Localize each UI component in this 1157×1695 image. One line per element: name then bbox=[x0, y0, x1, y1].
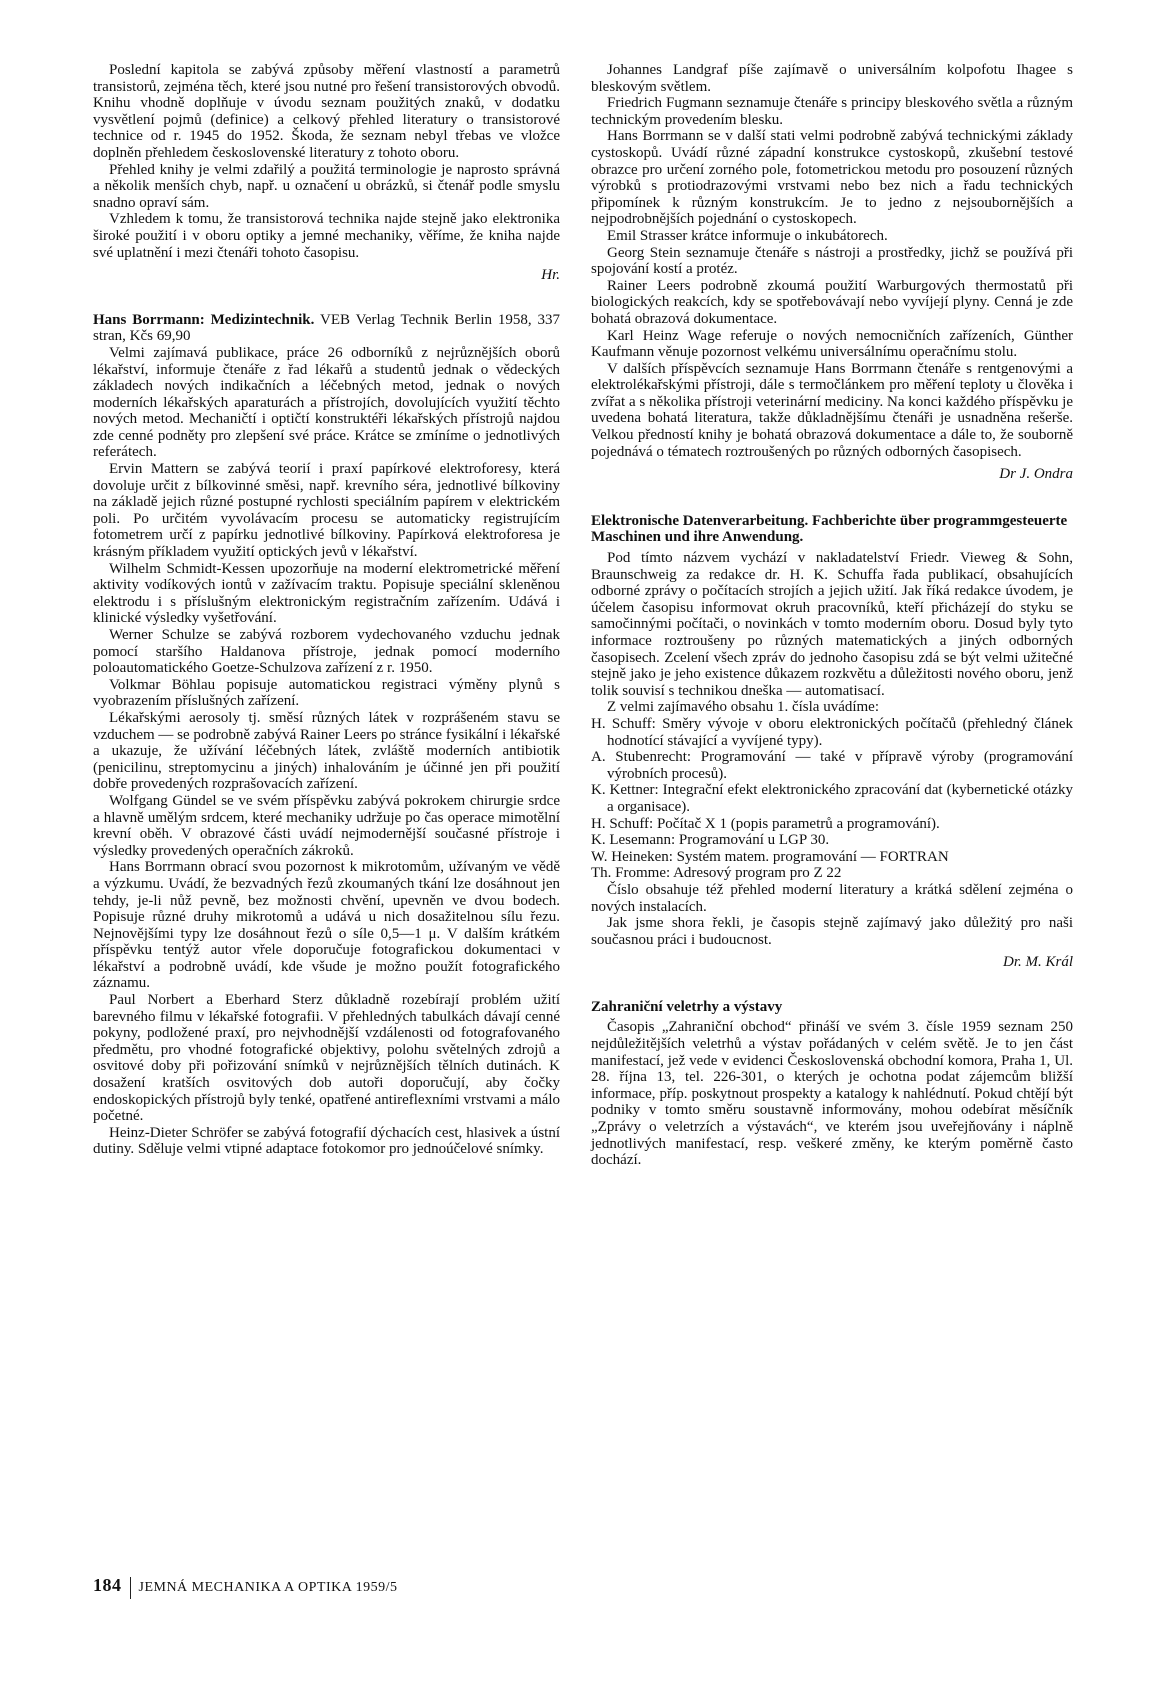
paragraph: Jak jsme shora řekli, je časopis stejně zajímavý jako důležitý pro naši současnou práci i budoucnost. bbox=[591, 915, 1073, 948]
paragraph: Ervin Mattern se zabývá teorií i praxí papírkové elektroforesy, která dovoluje určit z bílkovinné směsi, např. krevního séra, jednotlivé bílkoviny na základě jejich různé postupné rychlosti speciálním papírem v elektrickém poli. Po určitém vyvolávacím procesu se automaticky registrujícím fotometrem určí z papírku jednotlivé bílkoviny. Papírková elektroforesa je krásným příkladem využití optických jevů v lékařství. bbox=[93, 461, 560, 561]
section-heading: Zahraniční veletrhy a výstavy bbox=[591, 998, 783, 1015]
paragraph: Lékařskými aerosoly tj. směsí různých látek v rozprášeném stavu se vzduchem — se podrobně zabývá Rainer Leers po stránce fysikální i lékařské a ukazuje, že užívání léčebných látek, zvláště moderních antibiotik (penicilinu, streptomycinu a jiných) inhalováním je účinné jen při použití dobře provedených rozprašovacích zařízení. bbox=[93, 709, 560, 793]
paragraph: Hans Borrmann se v další stati velmi podrobně zabývá technickými základy cystoskopů. Uvádí různé západní konstrukce cystoskopů, zkušební testové obrazce pro určení zorného pole, fotometrickou metodu pro posouzení různých výrobků s protiodrazovými vrstvami nebo bez nich a řadu technických připomínek k různým konstrukcím. Je to jedno z nejsoubornějších a nejpodrobnějších pojednání o cystoskopech. bbox=[591, 128, 1073, 228]
spacer bbox=[591, 483, 1073, 513]
review-heading bbox=[93, 312, 560, 345]
paragraph: Číslo obsahuje též přehled moderní literatury a krátká sdělení zejména o nových instalacích. bbox=[591, 881, 1073, 915]
paragraph: V dalších příspěvcích seznamuje Hans Borrmann čtenáře s rentgenovými a elektrolékařskými přístroji, dále s termočlánkem pro měření teploty u člověka i zvířat a s několika přístroji veterinární mediciny. Na konci každého příspěvku je uvedena bohatá literatura, takže důkladnějšímu čtenáři je usnadněna rešerše. Velkou předností knihy je bohatá obrazová dokumentace a dále to, že souborně pojednává o tématech roztroušených po různých odborných časopisech. bbox=[591, 360, 1073, 460]
paragraph: Vzhledem k tomu, že transistorová technika najde stejně jako elektronika široké použití i v oboru optiky a jemné mechaniky, věříme, že kniha najde své uplatnění i mezi čtenáři tohoto časopisu. bbox=[93, 211, 560, 261]
right-column bbox=[591, 62, 1073, 1169]
contents-list bbox=[591, 716, 1073, 882]
paragraph: Paul Norbert a Eberhard Sterz důkladně rozebírají problém užití barevného filmu v lékařské fotografii. V přehledných tabulkách dávají cenné pokyny, podložené praxí, pro nejvhodnější vzdálenosti od fotografovaného předmětu, pro vhodné fotografické objektivy, polohu světelných zdrojů a osvitové doby při pořizování snímků v nejrůznějších tělních dutinách. K dosažení kratších osvitových dob autoři doporučují, aby čočky endoskopických přístrojů byly tenké, opatřené antireflexními vrstvami a málo početné. bbox=[93, 992, 560, 1125]
paragraph: Poslední kapitola se zabývá způsoby měření vlastností a parametrů transistorů, zejména těch, které jsou nutné pro řešení transistorových obvodů. Knihu vhodně doplňuje v úvodu seznam použitých znaků, v dodatku vysvětlení pojmů (definice) a celkový přehled literatury o transistorové technice od r. 1945 do 1952. Škoda, že seznam nebyl třebas ve vložce doplněn přehledem československé literatury z tohoto oboru. bbox=[93, 62, 560, 161]
paragraph: Wolfgang Gündel se ve svém příspěvku zabývá pokrokem chirurgie srdce a hlavně umělým srdcem, které mechaniky udržuje po čas operace mimotělní krevní oběh. V obrazové části uvádí nejmodernější současné přístroje i výsledky provedených operačních zákroků. bbox=[93, 792, 560, 859]
paragraph: Georg Stein seznamuje čtenáře s nástroji a prostředky, jichž se používá při spojování kostí a protéz. bbox=[591, 244, 1073, 278]
list-item: H. Schuff: Počítač X 1 (popis parametrů a programování). bbox=[591, 815, 940, 832]
list-item: H. Schuff: Směry vývoje v oboru elektronických počítačů (přehledný článek hodnotící stávající a vyvíjené typy). bbox=[591, 715, 1073, 749]
list-item: Th. Fromme: Adresový program pro Z 22 bbox=[591, 865, 842, 882]
journal-title: JEMNÁ MECHANIKA A OPTIKA 1959/5 bbox=[138, 1580, 398, 1595]
divider bbox=[130, 1577, 131, 1599]
book-author: Hans Borrmann: Medizintechnik. bbox=[93, 311, 315, 328]
signature: Hr. bbox=[541, 267, 560, 284]
list-item: W. Heineken: Systém matem. programování — FORTRAN bbox=[591, 848, 949, 865]
list-item: K. Kettner: Integrační efekt elektronického zpracování dat (kybernetické otázky a organisace). bbox=[591, 782, 1073, 815]
paragraph: Pod tímto názvem vychází v nakladatelství Friedr. Vieweg & Sohn, Braunschweig za redakce dr. H. K. Schuffa řada publikací, obsahujících odborné zprávy o počítacích strojích a jejich užití. Jak říká redakce úvodem, je účelem časopisu informovat okruh pracovníků, kteří přicházejí do styku se samočinnými počítači, o novinkách v tomto moderním oboru. Dosud byly tyto informace roztroušeny po různých matematických a jiných odborných časopisech. Zcelení všech zpráv do jednoho časopisu zdá se být velmi užitečné stejně jako je jeho existence důkazem rozkvětu a důležitosti nového oboru, jenž tolik souvisí s technikou dneška — automatisací. bbox=[591, 550, 1073, 699]
paragraph: Rainer Leers podrobně zkoumá použití Warburgových thermostatů při biologických reakcích, kdy se spotřebovávají nebo vyvíjejí plyny. Cenná je zde bohatá obrazová dokumentace. bbox=[591, 277, 1073, 327]
left-column bbox=[93, 62, 560, 1158]
spacer bbox=[591, 971, 1073, 999]
signature: Dr J. Ondra bbox=[999, 466, 1073, 483]
paragraph: Friedrich Fugmann seznamuje čtenáře s principy bleskového světla a různým technickým provedením blesku. bbox=[591, 95, 1073, 128]
paragraph: Přehled knihy je velmi zdařilý a použitá terminologie je naprosto správná a několik menších chyb, např. u označení u obrázků, si čtenář podle smyslu snadno opraví sám. bbox=[93, 161, 560, 211]
paragraph: Hans Borrmann obrací svou pozornost k mikrotomům, užívaným ve vědě a výzkumu. Uvádí, že bezvadných řezů zkoumaných tkání lze dosáhnout jen tehdy, je-li nůž pevně, bez možnosti chvění, upevněn ve dvou bodech. Popisuje různé druhy mikrotomů a udává u nich dosažitelnou sílu řezu. Nejnovějšími typy lze dosáhnout řezů o síle 0,5—1 μ. V dalším krátkém příspěvku tentýž autor vřele doporučuje fotografickou dokumentaci v lékařství a podrobně uvádí, kde všude je možno použít fotografického záznamu. bbox=[93, 859, 560, 992]
paragraph: Wilhelm Schmidt-Kessen upozorňuje na moderní elektrometrické měření aktivity vodíkových iontů v zažívacím traktu. Popisuje speciální skleněnou elektrodu i s příslušným elektronickým registračním zařízením. Udává i klinické výsledky vyšetřování. bbox=[93, 560, 560, 627]
signature: Dr. M. Král bbox=[1002, 954, 1073, 971]
paragraph: Volkmar Böhlau popisuje automatickou registraci výměny plynů s vyobrazením příslušných zařízení. bbox=[93, 676, 560, 710]
paragraph: Časopis „Zahraniční obchod“ přináší ve svém 3. čísle 1959 seznam 250 nejdůležitějších veletrhů a výstav pořádaných v celém světě. Je to jen část manifestací, jež vede v evidenci Československá obchodní komora, Praha 1, Ul. 28. října 13, tel. 226-301, o kterých je ochotna podat zájemcům bližší informace, příp. poskytnout prospekty a katalogy k nahlédnutí. Pokud chtějí být podniky v tomto směru soustavně informovány, mohou odebírat měsíčník „Zprávy o veletrzích a výstavách“, ve kterém jsou uveřejňovány i náplně jednotlivých manifestací, resp. veškeré změny, ke kterým poměrně často dochází. bbox=[591, 1019, 1073, 1169]
paragraph: Velmi zajímavá publikace, práce 26 odborníků z nejrůznějších oborů lékařství, informuje čtenáře z řad lékařů a studentů jednak o vědeckých základech nových indikačních a léčebných metod, jednak o nových moderních lékařských aparaturách a přístrojích, dovolujících využití těchto nových metod. Mechaničtí i optičtí konstruktéři lékařských přístrojů najdou zde cenné podněty pro zlepšení své práce. Krátce se zmíníme o jednotlivých referátech. bbox=[93, 344, 560, 461]
paragraph: Karl Heinz Wage referuje o nových nemocničních zařízeních, Günther Kaufmann věnuje pozornost velkému universálnímu operačnímu stolu. bbox=[591, 327, 1073, 361]
paragraph: Werner Schulze se zabývá rozborem vydechovaného vzduchu jednak pomocí staršího Haldanova přístroje, jednak pomocí moderního poloautomatického Goetze-Schulzova zařízení z r. 1950. bbox=[93, 627, 560, 677]
section-heading: Elektronische Datenverarbeitung. Fachberichte über programmgesteuerte Maschinen und ihre Anwendung. bbox=[591, 512, 1068, 546]
page-number: 184 bbox=[93, 1575, 122, 1595]
paragraph: Emil Strasser krátce informuje o inkubátorech. bbox=[607, 227, 888, 244]
book-info: VEB Verlag Technik Berlin 1958, 337 stran, Kčs 69,90 bbox=[93, 311, 560, 345]
page-footer bbox=[93, 1575, 397, 1599]
list-item: A. Stubenrecht: Programování — také v přípravě výroby (programování výrobních procesů). bbox=[591, 749, 1073, 782]
list-item: K. Lesemann: Programování u LGP 30. bbox=[591, 832, 830, 849]
paragraph: Z velmi zajímavého obsahu 1. čísla uvádíme: bbox=[607, 699, 880, 716]
paragraph: Heinz-Dieter Schröfer se zabývá fotografií dýchacích cest, hlasivek a ústní dutiny. Sděluje velmi vtipné adaptace fotokomor pro jednoúčelové snímky. bbox=[93, 1124, 560, 1158]
paragraph: Johannes Landgraf píše zajímavě o universálním kolpofotu Ihagee s bleskovým světlem. bbox=[591, 62, 1073, 95]
